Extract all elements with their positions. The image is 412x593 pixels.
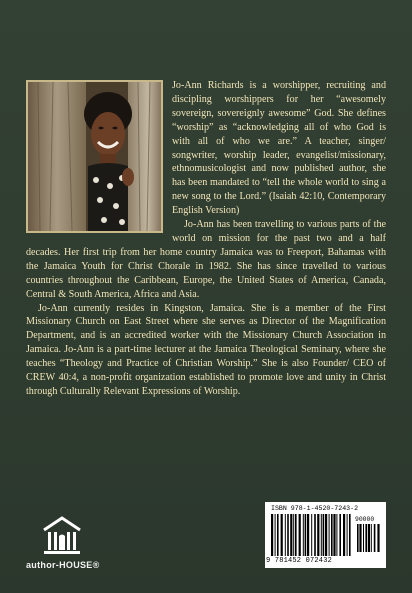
barcode-bar [305, 514, 307, 556]
barcode-bar [349, 514, 351, 556]
bio-paragraph-3: Jo-Ann currently resides in Kingston, Jamaica. She is a member of the First Missionary Church on East Street where she serves as Director of the Magnification Department, and is an accredited worker with the Missionary Church Association in Jamaica. Jo-Ann is a part-time lecturer at the Jamaica Theological Seminary, where she teaches “Theology and Practice of Christian Worship.” She is also Founder/ CEO of CREW 40:4, a non-profit organization established to promote love and unity in Christ through Culturally Relevant Expressions of Worship. [26, 302, 386, 397]
barcode-bar [371, 524, 372, 552]
barcode-bar [343, 514, 345, 556]
barcode-bar [363, 524, 364, 552]
barcode-bar [290, 514, 292, 556]
barcode-bar [277, 514, 279, 556]
barcode-bar [339, 514, 341, 556]
barcode-bar [357, 524, 359, 552]
barcode-bar [377, 524, 379, 552]
isbn-label: ISBN 978-1-4520-7243-2 [271, 505, 359, 512]
barcode-bar [317, 514, 319, 556]
barcode-bar [293, 514, 294, 556]
barcode-bar [321, 514, 322, 556]
barcode-bar [365, 524, 367, 552]
bio-paragraph-2: Jo-Ann has been travelling to various parts of the world on mission for the past two and a half decades. Her first trip from her home country Jamaica was to Freeport, Bahamas with the Jamaica Youth for Christ Chorale in 1982. She has since travelled to various countries throughout the Caribbean, Europe, the United States of America, Canada, Central & South America, Africa and Asia. [26, 219, 386, 300]
barcode-bar [295, 514, 297, 556]
publisher-logo [26, 516, 116, 576]
barcode-bar [303, 514, 304, 556]
barcode-bar [271, 514, 273, 556]
bio-paragraph-1: Jo-Ann Richards is a worshipper, recruiting and discipling worshippers for her “awesomely sovereign, sovereignly awesome” God. She defines “worship” as “acknowledging all of who God is with all of who we are.” A teacher, singer/ songwriter, worship leader, evangelist/missionary, ethnomusicologist and now published author, she has been mandated to “tell the whole world to sing a new song to the Lord.” (Isaiah 42:10, Contemporary English Version) [172, 80, 386, 217]
barcode-bar [299, 514, 301, 556]
barcode-bars [271, 514, 351, 556]
barcode-bar [287, 514, 289, 556]
ean-digits: 9 781452 072432 [266, 557, 333, 565]
barcode-bar [359, 524, 361, 552]
barcode-bar [323, 514, 325, 556]
barcode-bar [275, 514, 276, 556]
barcode-bar [333, 514, 335, 556]
barcode-bar [314, 514, 316, 556]
barcode-bar [347, 514, 348, 556]
barcode-bar [331, 514, 333, 556]
addon-barcode-bars [357, 524, 381, 552]
barcode-bar [285, 514, 286, 556]
barcode-bar [281, 514, 283, 556]
isbn-barcode [265, 502, 386, 568]
barcode-bar [374, 524, 376, 552]
photo-spacer [26, 79, 172, 239]
barcode-bar [325, 514, 327, 556]
price-code: 90000 [355, 516, 375, 523]
publisher-name: author-HOUSE® [26, 560, 100, 570]
barcode-bar [329, 514, 330, 556]
barcode-bar [368, 524, 370, 552]
barcode-bar [307, 514, 309, 556]
barcode-bar [311, 514, 312, 556]
author-biography [26, 79, 386, 399]
house-book-logo-icon [40, 516, 84, 556]
barcode-bar [336, 514, 337, 556]
